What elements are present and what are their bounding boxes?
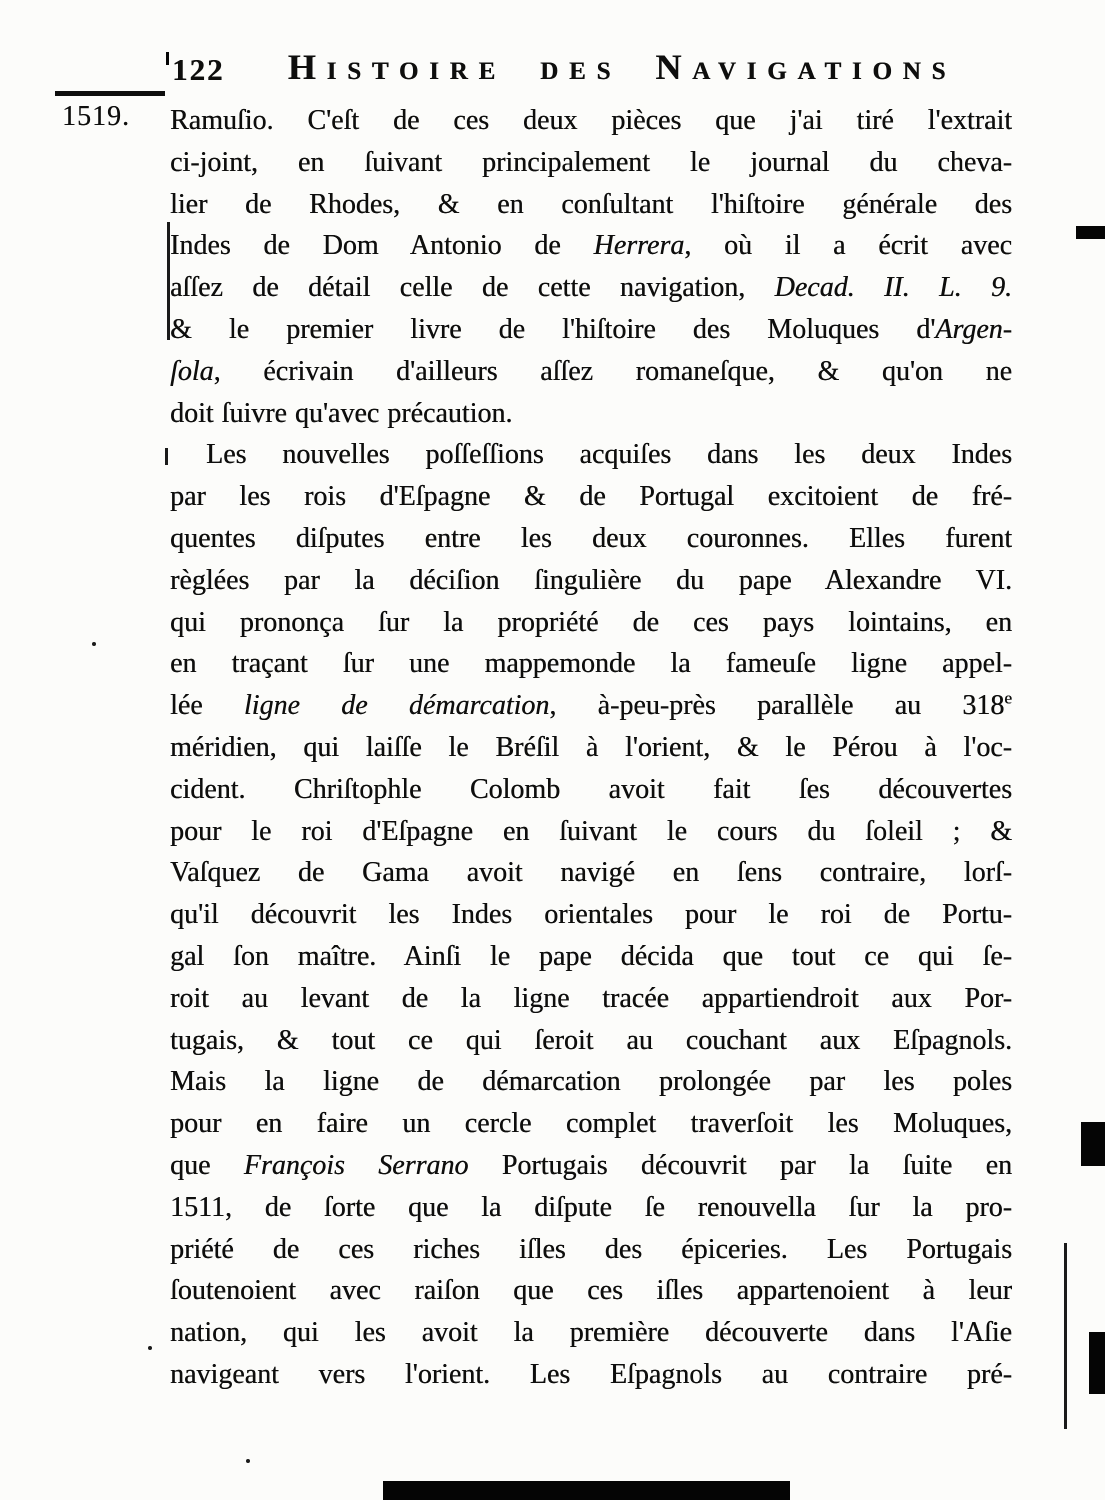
text-line: Indes de Dom Antonio de Herrera, où il a écrit avec	[170, 230, 1012, 262]
scan-artifact	[165, 448, 168, 465]
text-line: Vaſquez de Gama avoit navigé en ſens contraire, lorſ-	[170, 857, 1012, 889]
text-line: pour en faire un cercle complet traverſoit les Moluques,	[170, 1108, 1012, 1140]
text-line: cident. Chriſtophle Colomb avoit fait ſes découvertes	[170, 773, 1012, 805]
margin-year-note: 1519.	[62, 101, 130, 132]
text-line: que François Serrano Portugais découvrit par la ſuite en	[170, 1149, 1012, 1181]
text-line: ſola, écrivain d'ailleurs aſſez romaneſque, & qu'on ne	[170, 355, 1012, 387]
text-line: navigeant vers l'orient. Les Eſpagnols au contraire pré-	[170, 1358, 1012, 1390]
text-line: doit ſuivre qu'avec précaution.	[170, 397, 513, 429]
text-line: priété de ces riches iſles des épiceries. Les Portugais	[170, 1233, 1012, 1265]
body-text	[170, 100, 1012, 1396]
text-line: ci-joint, en ſuivant principalement le journal du cheva-	[170, 146, 1012, 178]
scan-artifact	[246, 1459, 250, 1463]
text-line: lée ligne de démarcation, à-peu-près parallèle au 318e	[170, 688, 1012, 722]
text-line: ſoutenoient avec raiſon que ces iſles appartenoient à leur	[170, 1275, 1012, 1307]
scan-artifact	[148, 1346, 152, 1350]
text-line: qu'il découvrit les Indes orientales pour le roi de Portu-	[170, 899, 1012, 931]
text-line: en traçant ſur une mappemonde la fameuſe ligne appel-	[170, 648, 1012, 680]
scan-artifact	[383, 1481, 790, 1500]
text-line: gal ſon maître. Ainſi le pape décida que tout ce qui ſe-	[170, 940, 1012, 972]
scan-artifact	[92, 642, 96, 646]
text-line: & le premier livre de l'hiſtoire des Moluques d'Argen-	[170, 313, 1012, 345]
text-line: tugais, & tout ce qui ſeroit au couchant aux Eſpagnols.	[170, 1024, 1012, 1056]
running-title: Histoire des Navigations	[287, 47, 957, 87]
page-number: 122	[172, 52, 225, 87]
text-line: quentes diſputes entre les deux couronnes. Elles furent	[170, 522, 1012, 554]
text-line: Ramuſio. C'eſt de ces deux pièces que j'ai tiré l'extrait	[170, 105, 1012, 136]
scan-artifact	[1081, 1122, 1105, 1166]
text-line: lier de Rhodes, & en conſultant l'hiſtoire générale des	[170, 188, 1012, 220]
text-line: nation, qui les avoit la première découverte dans l'Aſie	[170, 1317, 1012, 1349]
margin-rule	[55, 91, 165, 96]
text-line: par les rois d'Eſpagne & de Portugal excitoient de fré-	[170, 481, 1012, 513]
scan-artifact	[1064, 1243, 1067, 1429]
text-line: roit au levant de la ligne tracée appartiendroit aux Por-	[170, 982, 1012, 1014]
text-line: Les nouvelles poſſeſſions acquiſes dans les deux Indes	[206, 439, 1012, 471]
text-line: Mais la ligne de démarcation prolongée par les poles	[170, 1066, 1012, 1098]
text-line: aſſez de détail celle de cette navigation, Decad. II. L. 9.	[170, 272, 1012, 304]
text-line: règlées par la déciſion ſingulière du pape Alexandre VI.	[170, 564, 1012, 596]
scan-artifact	[166, 52, 169, 65]
text-line: pour le roi d'Eſpagne en ſuivant le cours du ſoleil ; &	[170, 815, 1012, 847]
text-line: méridien, qui laiſſe le Bréſil à l'orient, & le Pérou à l'oc-	[170, 731, 1012, 763]
scan-artifact	[1089, 1332, 1105, 1394]
scan-artifact	[1076, 226, 1105, 239]
scan-artifact	[167, 222, 170, 340]
text-line: 1511, de ſorte que la diſpute ſe renouvella ſur la pro-	[170, 1191, 1012, 1223]
text-line: qui prononça ſur la propriété de ces pays lointains, en	[170, 606, 1012, 638]
